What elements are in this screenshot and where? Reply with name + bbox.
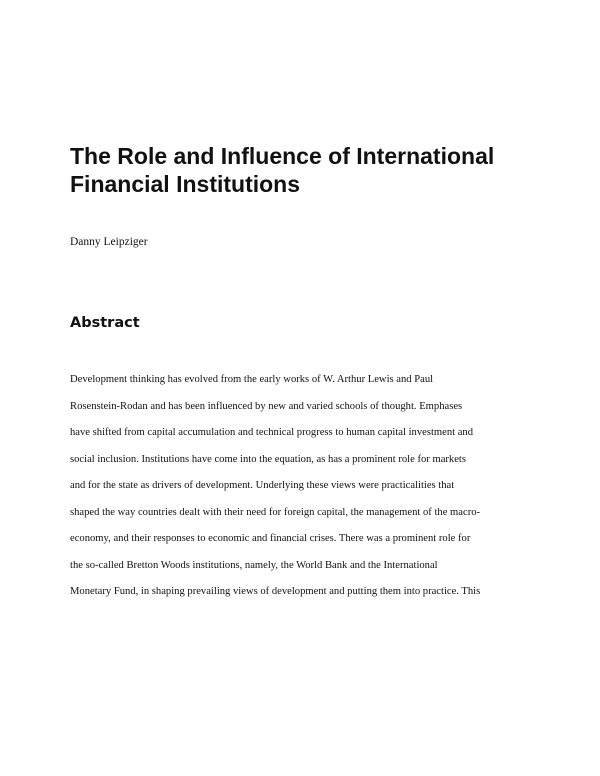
abstract-heading: Abstract <box>70 315 140 331</box>
abstract-line: Development thinking has evolved from the early works of W. Arthur Lewis and Paul <box>70 374 434 385</box>
abstract-line: shaped the way countries dealt with their need for foreign capital, the management of the macro- <box>70 506 481 518</box>
abstract-line: and for the state as drivers of development. Underlying these views were practicalities that <box>70 480 455 491</box>
document-title-line: The Role and Influence of International <box>70 143 495 169</box>
author-name: Danny Leipziger <box>70 236 148 248</box>
abstract-line: have shifted from capital accumulation and technical progress to human capital investment and <box>70 427 474 438</box>
abstract-line: social inclusion. Institutions have come into the equation, as has a prominent role for markets <box>70 453 466 465</box>
abstract-line: economy, and their responses to economic and financial crises. There was a prominent role for <box>70 533 471 544</box>
document-title <box>70 142 550 198</box>
abstract-line: the so-called Bretton Woods institutions, namely, the World Bank and the International <box>70 559 438 571</box>
abstract-line: Rosenstein-Rodan and has been influenced by new and varied schools of thought. Emphases <box>70 400 463 412</box>
abstract-line: Monetary Fund, in shaping prevailing views of development and putting them into practice. This <box>70 586 481 597</box>
abstract-body <box>70 372 540 611</box>
document-title-line: Financial Institutions <box>70 171 301 197</box>
